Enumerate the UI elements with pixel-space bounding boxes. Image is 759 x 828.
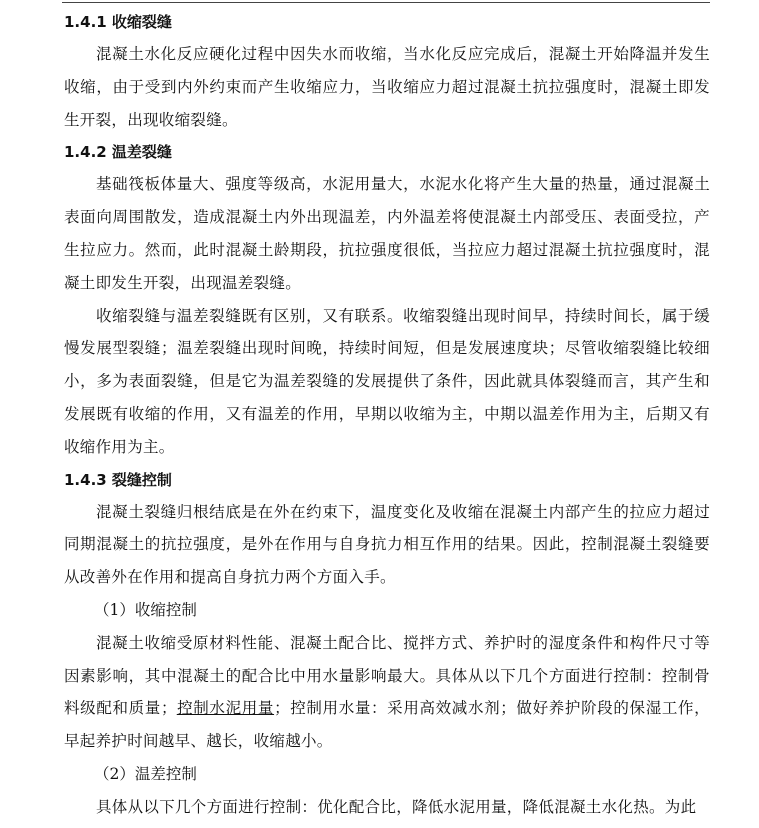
paragraph-temperature-control: 具体从以下几个方面进行控制：优化配合比，降低水泥用量，降低混凝土水化热。为此 bbox=[96, 797, 697, 816]
paragraph-shrinkage-cracks: 混凝土水化反应硬化过程中因失水而收缩，当水化反应完成后，混凝土开始降温并发生收缩，由于受到内外约束而产生收缩应力，当收缩应力超过混凝土抗拉强度时，混凝土即发生开裂，出现收缩裂缝。 bbox=[64, 45, 710, 129]
heading-temperature-cracks: 1.4.2 温差裂缝 bbox=[64, 143, 172, 162]
paragraph-crack-relationship: 收缩裂缝与温差裂缝既有区别，又有联系。收缩裂缝出现时间早，持续时间长，属于缓慢发展型裂缝；温差裂缝出现时间晚，持续时间短，但是发展速度块；尽管收缩裂缝比较细小，多为表面裂缝，但是它为温差裂缝的发展提供了条件，因此就具体裂缝而言，其产生和发展既有收缩的作用，又有温差的作用，早期以收缩为主，中期以温差作用为主，后期又有收缩作用为主。 bbox=[64, 306, 710, 456]
paragraph-crack-control-intro: 混凝土裂缝归根结底是在外在约束下，温度变化及收缩在混凝土内部产生的拉应力超过同期混凝土的抗拉强度，是外在作用与自身抗力相互作用的结果。因此，控制混凝土裂缝要从改善外在作用和提高自身抗力两个方面入手。 bbox=[64, 502, 710, 587]
shrinkage-control-text-after: ；控制用水量：采用高效减水剂；做好养护阶段的保湿工作，早起养护时间越早、越长，收缩越小。 bbox=[64, 699, 710, 751]
heading-shrinkage-cracks: 1.4.1 收缩裂缝 bbox=[64, 13, 172, 31]
heading-crack-control: 1.4.3 裂缝控制 bbox=[64, 470, 172, 489]
shrinkage-control-text-before: 混凝土收缩受原材料性能、混凝土配合比、搅拌方式、养护时的湿度条件和构件尺寸等因素影响，其中混凝土的配合比中用水量影响最大。具体从以下几个方面进行控制：控制骨料级配和质量； bbox=[64, 633, 710, 718]
paragraph-shrinkage-control bbox=[64, 627, 710, 758]
paragraph-temperature-cracks: 基础筏板体量大、强度等级高，水泥用量大，水泥水化将产生大量的热量，通过混凝土表面向周围散发，造成混凝土内外出现温差，内外温差将使混凝土内部受压、表面受拉，产生拉应力。然而，此时混凝土龄期段，抗拉强度很低，当拉应力超过混凝土抗拉强度时，混凝土即发生开裂，出现温差裂缝。 bbox=[64, 175, 710, 292]
subheading-temperature-control: （2）温差控制 bbox=[94, 764, 197, 783]
document-page bbox=[64, 6, 710, 824]
header-rule bbox=[62, 2, 710, 3]
underlined-cement-control: 控制水泥用量 bbox=[176, 699, 275, 718]
subheading-shrinkage-control: （1）收缩控制 bbox=[94, 600, 197, 619]
